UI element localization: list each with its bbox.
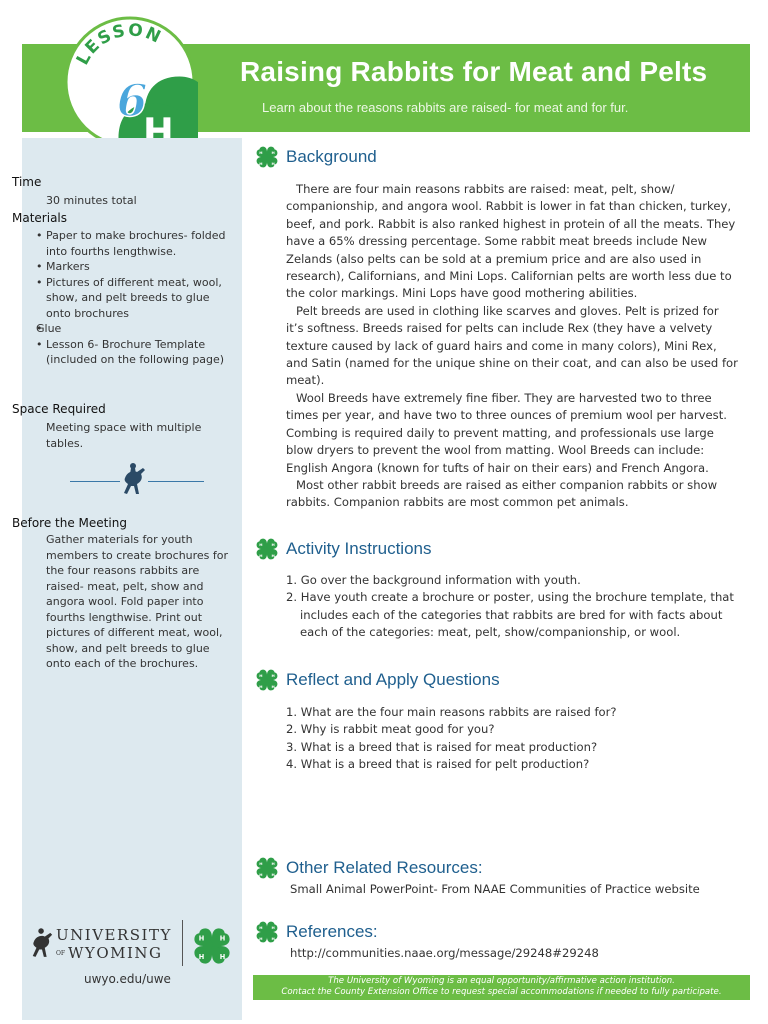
background-heading-text: Background	[286, 147, 377, 166]
list-item: 4. What is a breed that is raised for pelt production?	[286, 757, 590, 772]
university-logo	[30, 920, 240, 990]
list-item: 2. Have youth create a brochure or poster, using the brochure template, that includes each of the categories that rabbits are bred for with facts about each of the categories: meat, pelt, show/companionship, or wool.	[286, 590, 734, 640]
reflect-list	[286, 704, 738, 774]
uw-line1: UNIVERSITY	[56, 926, 172, 944]
uw-url: uwyo.edu/uwe	[84, 972, 171, 986]
page-subtitle: Learn about the reasons rabbits are raised- for meat and for fur.	[262, 100, 629, 115]
lesson-number: 6	[116, 76, 148, 127]
paragraph: There are four main reasons rabbits are raised: meat, pelt, show/ companionship, and angora wool. Rabbit is lower in fat than chicken, turkey, beef, and pork. Rabbit is also ranked highest in protein of all the meats. They have a 65% dressing percentage. Some rabbit meat breeds include New Zelands (also pelts can be sold at a premium price and are also used in research), Californians, and Mini Lops. Californian pelts are worth less due to the color markings. Mini Lops have good mothering abilities.	[286, 182, 736, 301]
space-value: Meeting space with multiple tables.	[46, 421, 202, 450]
list-item: 1. Go over the background information with youth.	[286, 573, 581, 587]
materials-label: Materials	[12, 211, 68, 225]
uw-line2: WYOMING	[68, 944, 163, 962]
paragraph: Wool Breeds have extremely fine fiber. They are harvested two to three times per year, and have two to three ounces of premium wool per harvest. Combing is required daily to prevent matting, and professionals use large blow dryers to prevent the wool from matting. Wool Breeds can include: English Angora (known for tufts of hair on their ears) and French Angora.	[286, 390, 727, 475]
bucking-horse-icon	[121, 460, 147, 500]
bucking-horse-icon	[30, 924, 54, 964]
list-item: • Glue	[24, 321, 229, 337]
activity-list	[286, 572, 738, 642]
before-label: Before the Meeting	[12, 516, 127, 530]
activity-heading-text: Activity Instructions	[286, 539, 432, 558]
uw-of: OF	[56, 950, 66, 957]
materials-list	[24, 228, 229, 368]
background-heading	[254, 144, 377, 170]
4h-clover-icon	[190, 924, 234, 968]
reflect-heading	[254, 667, 500, 693]
page-title: Raising Rabbits for Meat and Pelts	[240, 56, 708, 87]
references-heading	[254, 919, 378, 945]
time-label: Time	[12, 175, 42, 189]
lesson-clover-logo	[62, 12, 198, 148]
footer-notice	[253, 975, 750, 1000]
4h-clover-icon	[254, 855, 280, 881]
divider-left	[70, 481, 120, 482]
list-item: 3. What is a breed that is raised for meat production?	[286, 739, 598, 754]
divider-right	[148, 481, 204, 482]
resources-text: Small Animal PowerPoint- From NAAE Communities of Practice website	[290, 882, 700, 896]
4h-clover-icon	[254, 667, 280, 693]
4h-clover-icon	[254, 144, 280, 170]
references-heading-text: References:	[286, 922, 378, 941]
references-link[interactable]: http://communities.naae.org/message/29248#29248	[290, 946, 599, 960]
resources-heading	[254, 855, 483, 881]
list-item: 2. Why is rabbit meat good for you?	[286, 722, 495, 737]
activity-heading	[254, 536, 432, 562]
list-item: • Pictures of different meat, wool, show, and pelt breeds to glue onto brochures	[24, 275, 229, 322]
logo-separator	[182, 920, 183, 966]
list-item: 1. What are the four main reasons rabbits are raised for?	[286, 705, 617, 719]
4h-clover-icon	[254, 919, 280, 945]
background-text	[286, 181, 738, 512]
paragraph: Pelt breeds are used in clothing like scarves and gloves. Pelt is prized for it’s softness. Breeds raised for pelts can include Rex (they have a velvety texture caused by lack of guard hairs and come in many colors), Mini Rex, and Satin (named for the unique shine on their coat, and can also be used for meat).	[286, 303, 738, 388]
footer-line1: The University of Wyoming is an equal opportunity/affirmative action institution.	[328, 976, 675, 986]
time-value: 30 minutes total	[46, 194, 137, 207]
list-item: • Lesson 6- Brochure Template (included on the following page)	[24, 337, 229, 368]
resources-heading-text: Other Related Resources:	[286, 858, 483, 877]
list-item: • Markers	[24, 259, 229, 275]
before-value: Gather materials for youth members to create brochures for the four reasons rabbits are raised- meat, pelt, show and angora wool. Fold paper into fourths lengthwise. Print out pictures of different meat, wool, show, and pelt breeds to glue onto each of the brochures.	[46, 533, 229, 670]
lesson-word: LESSON	[72, 20, 166, 69]
reflect-heading-text: Reflect and Apply Questions	[286, 670, 500, 689]
footer-line2: Contact the County Extension Office to request special accommodations if needed to fully participate.	[281, 987, 722, 997]
paragraph: Most other rabbit breeds are raised as either companion rabbits or show rabbits. Companion rabbits are most common pet animals.	[286, 477, 718, 510]
space-label: Space Required	[12, 402, 106, 416]
list-item: • Paper to make brochures- folded into fourths lengthwise.	[24, 228, 229, 259]
4h-clover-icon	[254, 536, 280, 562]
